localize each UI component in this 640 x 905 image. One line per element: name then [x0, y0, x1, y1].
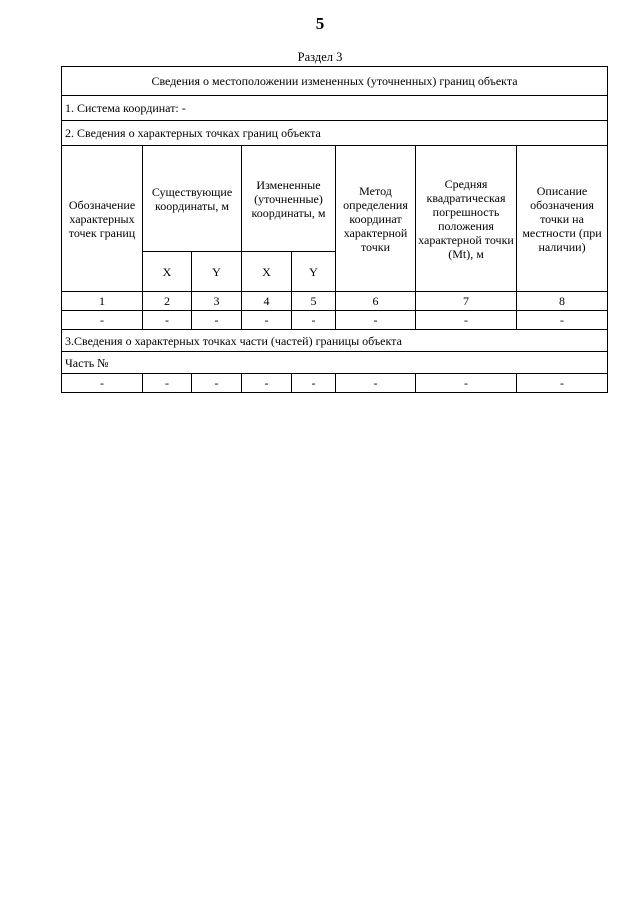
- header-changed-coords: Измененные (уточненные) координаты, м: [242, 146, 336, 252]
- table-title: Сведения о местоположении измененных (уточненных) границ объекта: [62, 67, 608, 96]
- header-error: Средняя квадратическая погрешность положения характерной точки (Mt), м: [416, 146, 517, 292]
- table-cell: -: [292, 311, 336, 330]
- section3-heading: 3.Сведения о характерных точках части (частей) границы объекта: [62, 330, 608, 352]
- column-number-row: [62, 292, 608, 311]
- header-existing-coords: Существующие координаты, м: [143, 146, 242, 252]
- column-number: 1: [62, 292, 143, 311]
- column-number: 7: [416, 292, 517, 311]
- table-cell: -: [416, 311, 517, 330]
- boundary-points-table: [61, 66, 608, 393]
- table-cell: -: [416, 374, 517, 393]
- table-cell: -: [292, 374, 336, 393]
- table-cell: -: [62, 311, 143, 330]
- column-number: 5: [292, 292, 336, 311]
- header-existing-x: X: [143, 252, 192, 292]
- header-method: Метод определения координат характерной точки: [336, 146, 416, 292]
- header-existing-y: Y: [192, 252, 242, 292]
- header-description: Описание обозначения точки на местности (при наличии): [517, 146, 608, 292]
- part-number-label: Часть №: [62, 352, 608, 374]
- table-cell: -: [62, 374, 143, 393]
- header-designation: Обозначение характерных точек границ: [62, 146, 143, 292]
- table-cell: -: [242, 374, 292, 393]
- header-changed-y: Y: [292, 252, 336, 292]
- section-label: Раздел 3: [297, 50, 343, 64]
- coordinate-system-row: 1. Система координат: -: [62, 96, 608, 121]
- table-cell: -: [143, 311, 192, 330]
- table-cell: -: [192, 311, 242, 330]
- column-number: 4: [242, 292, 292, 311]
- table-row: [62, 374, 608, 393]
- section2-heading: 2. Сведения о характерных точках границ объекта: [62, 121, 608, 146]
- table-cell: -: [517, 311, 608, 330]
- table-cell: -: [517, 374, 608, 393]
- column-number: 3: [192, 292, 242, 311]
- table-cell: -: [192, 374, 242, 393]
- header-changed-x: X: [242, 252, 292, 292]
- column-number: 8: [517, 292, 608, 311]
- table-cell: -: [143, 374, 192, 393]
- table-cell: -: [242, 311, 292, 330]
- table-row: [62, 311, 608, 330]
- page-number: 5: [315, 14, 325, 33]
- table-cell: -: [336, 374, 416, 393]
- column-number: 6: [336, 292, 416, 311]
- column-number: 2: [143, 292, 192, 311]
- table-cell: -: [336, 311, 416, 330]
